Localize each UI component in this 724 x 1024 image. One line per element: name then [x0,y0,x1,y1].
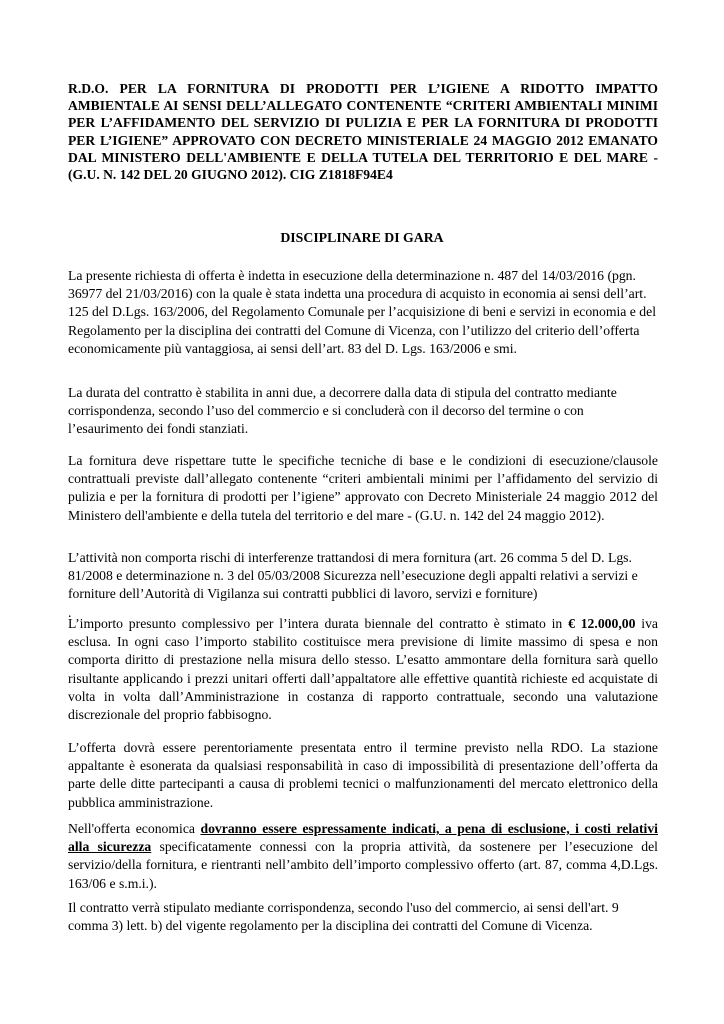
sicurezza-emphasis: dovranno essere espressamente indicati, a pena di esclusione, i costi relativi alla sicurezza [68,821,658,855]
importo-text-end: iva esclusa. In ogni caso l’importo stabilito costituisce mera previsione di limite massimo di spesa e non comporta diritto di prestazione nella misura dello stesso. L’esatto ammontare della fornitura sarà quello risultante applicando i prezzi unitari offerti dall’appaltatore alle effettive quantità richieste ed acquistate di volta in volta dall’Amministrazione in costanza di rapporto contrattuale, secondo una valutazione discrezionale del proprio fabbisogno. [68,616,658,723]
paragraph-interferenze-dot: . [68,604,72,620]
sicurezza-text-end: specificatamente connessi con la propria attività, da sostenere per l’esecuzione del servizio/della fornitura, e rientranti nell’ambito dell’importo complessivo offerto (art. 87, comma 4,D.Lgs. 163/06 e s.m.i.). [68,839,658,891]
document-subtitle: DISCIPLINARE DI GARA [280,230,444,245]
document-heading: R.D.O. PER LA FORNITURA DI PRODOTTI PER L’IGIENE A RIDOTTO IMPATTO AMBIENTALE AI SENSI DELL’ALLEGATO CONTENENTE “CRITERI AMBIENTALI MINIMI PER L’AFFIDAMENTO DEL SERVIZIO DI PULIZIA E PER LA FORNITURA DI PRODOTTI PER L’IGIENE” APPROVATO CON DECRETO MINISTERIALE 24 MAGGIO 2012 EMANATO DAL MINISTERO DELL'AMBIENTE E DELLA TUTELA DEL TERRITORIO E DEL MARE - (G.U. N. 142 DEL 20 GIUGNO 2012). CIG Z1818F94E4 [68,81,658,183]
sicurezza-text-start: Nell'offerta economica [68,821,201,836]
paragraph-durata: La durata del contratto è stabilita in anni due, a decorrere dalla data di stipula del contratto mediante corrispondenza, secondo l’uso del commercio e si concluderà con il decorso del termine o con l’esaurimento dei fondi stanziati. [68,385,617,437]
paragraph-sicurezza [68,820,658,893]
paragraph-interferenze [68,549,658,622]
importo-amount: € 12.000,00 [568,616,636,631]
paragraph-interferenze-text: L’attività non comporta rischi di interferenze trattandosi di mera fornitura (art. 26 comma 5 del D. Lgs. 81/2008 e determinazione n. 3 del 05/03/2008 Sicurezza nell’esecuzione degli appalti relativi a servizi e forniture dell’Autorità di Vigilanza sui contratti pubblici di lavoro, servizi e forniture) [68,550,638,602]
paragraph-contratto: Il contratto verrà stipulato mediante corrispondenza, secondo l'uso del commercio, ai sensi dell'art. 9 comma 3) lett. b) del vigente regolamento per la disciplina dei contratti del Comune di Vicenza. [68,900,619,934]
importo-text-start: L’importo presunto complessivo per l’intera durata biennale del contratto è stimato in [68,616,569,631]
paragraph-importo [68,615,658,724]
paragraph-fornitura: La fornitura deve rispettare tutte le specifiche tecniche di base e le condizioni di esecuzione/clausole contrattuali previste dall’allegato contenente “criteri ambientali minimi per l’affidamento del servizio di pulizia e per la fornitura di prodotti per l’igiene” approvato con Decreto Ministeriale 24 maggio 2012 del Ministero dell'ambiente e della tutela del territorio e del mare - (G.U. n. 142 del 24 maggio 2012). [68,453,658,523]
paragraph-determinazione: La presente richiesta di offerta è indetta in esecuzione della determinazione n. 487 del 14/03/2016 (pgn. 36977 del 21/03/2016) con la quale è stata indetta una procedura di acquisto in economia ai sensi dell’art. 125 del D.Lgs. 163/2006, del Regolamento Comunale per l’acquisizione di beni e servizi in economia e del Regolamento per la disciplina dei contratti del Comune di Vicenza, con l’utilizzo del criterio dell’offerta economicamente più vantaggiosa, ai sensi dell’art. 83 del D. Lgs. 163/2006 e smi. [68,268,657,356]
paragraph-offerta: L’offerta dovrà essere perentoriamente presentata entro il termine previsto nella RDO. La stazione appaltante è esonerata da qualsiasi responsabilità in caso di impossibilità di presentazione dell’offerta da parte delle ditte partecipanti a causa di problemi tecnici o malfunzionamenti del mercato elettronico della pubblica amministrazione. [68,740,658,810]
